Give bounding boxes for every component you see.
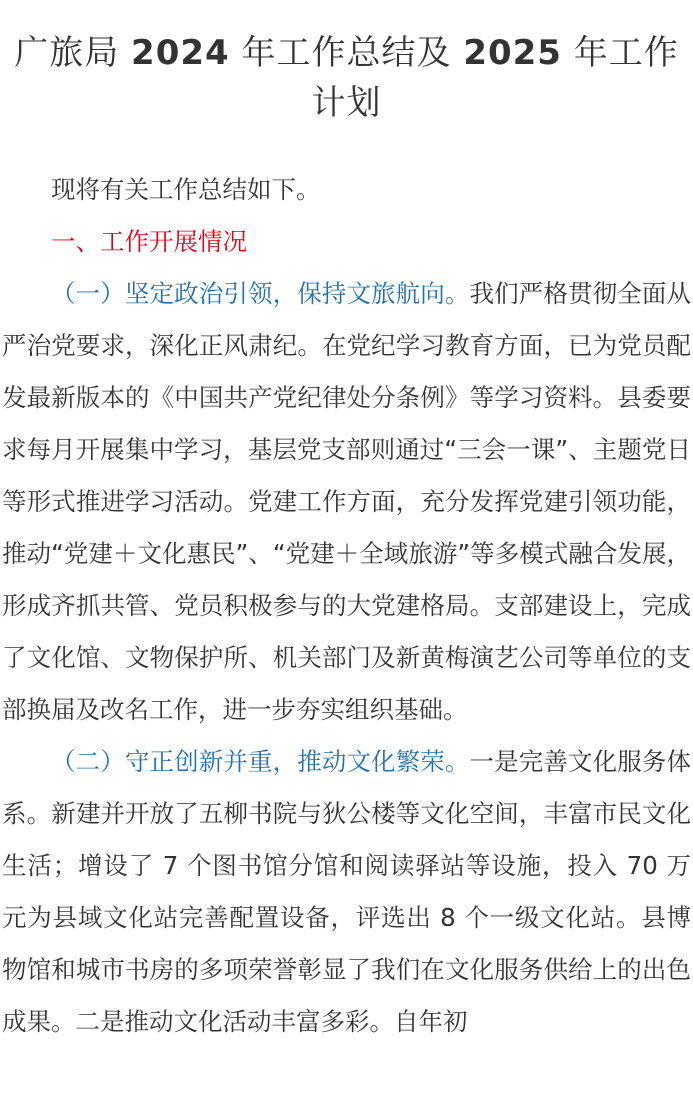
title-year1: 2024 bbox=[131, 33, 230, 73]
document-body bbox=[0, 164, 693, 1048]
document-title bbox=[0, 0, 693, 128]
item-body-2: 一是完善文化服务体系。新建并开放了五柳书院与狄公楼等文化空间，丰富市民文化生活；增设了 7 个图书馆分馆和阅读驿站等设施，投入 70 万元为县域文化站完善配置设备，评选出 8 个一级文化站。县博物馆和城市书房的多项荣誉彰显了我们在文化服务供给上的出色成果。二是推动文化活动丰富多彩。自年初 bbox=[2, 747, 692, 1036]
title-part1: 广旅局 bbox=[14, 33, 120, 73]
item-lead-1: （一）坚定政治引领，保持文旅航向。 bbox=[51, 279, 470, 308]
intro-paragraph: 现将有关工作总结如下。 bbox=[51, 175, 321, 204]
item-body-1: 我们严格贯彻全面从严治党要求，深化正风肃纪。在党纪学习教育方面，已为党员配发最新版本的《中国共产党纪律处分条例》等学习资料。县委要求每月开展集中学习，基层党支部则通过“三会一课”、主题党日等形式推进学习活动。党建工作方面，充分发挥党建引领功能，推动“党建＋文化惠民”、“党建＋全域旅游”等多模式融合发展，形成齐抓共管、党员积极参与的大党建格局。支部建设上，完成了文化馆、文物保护所、机关部门及新黄梅演艺公司等单位的支部换届及改名工作，进一步夯实组织基础。 bbox=[2, 279, 692, 724]
title-part2: 年工作总结及 bbox=[241, 33, 452, 73]
section-heading: 一、工作开展情况 bbox=[51, 227, 247, 256]
item-paragraph-2 bbox=[2, 736, 691, 1048]
title-part3: 年工作计划 bbox=[311, 33, 679, 123]
title-year2: 2025 bbox=[463, 33, 562, 73]
item-lead-2: （二）守正创新并重，推动文化繁荣。 bbox=[51, 747, 470, 776]
item-paragraph-1 bbox=[2, 268, 691, 736]
